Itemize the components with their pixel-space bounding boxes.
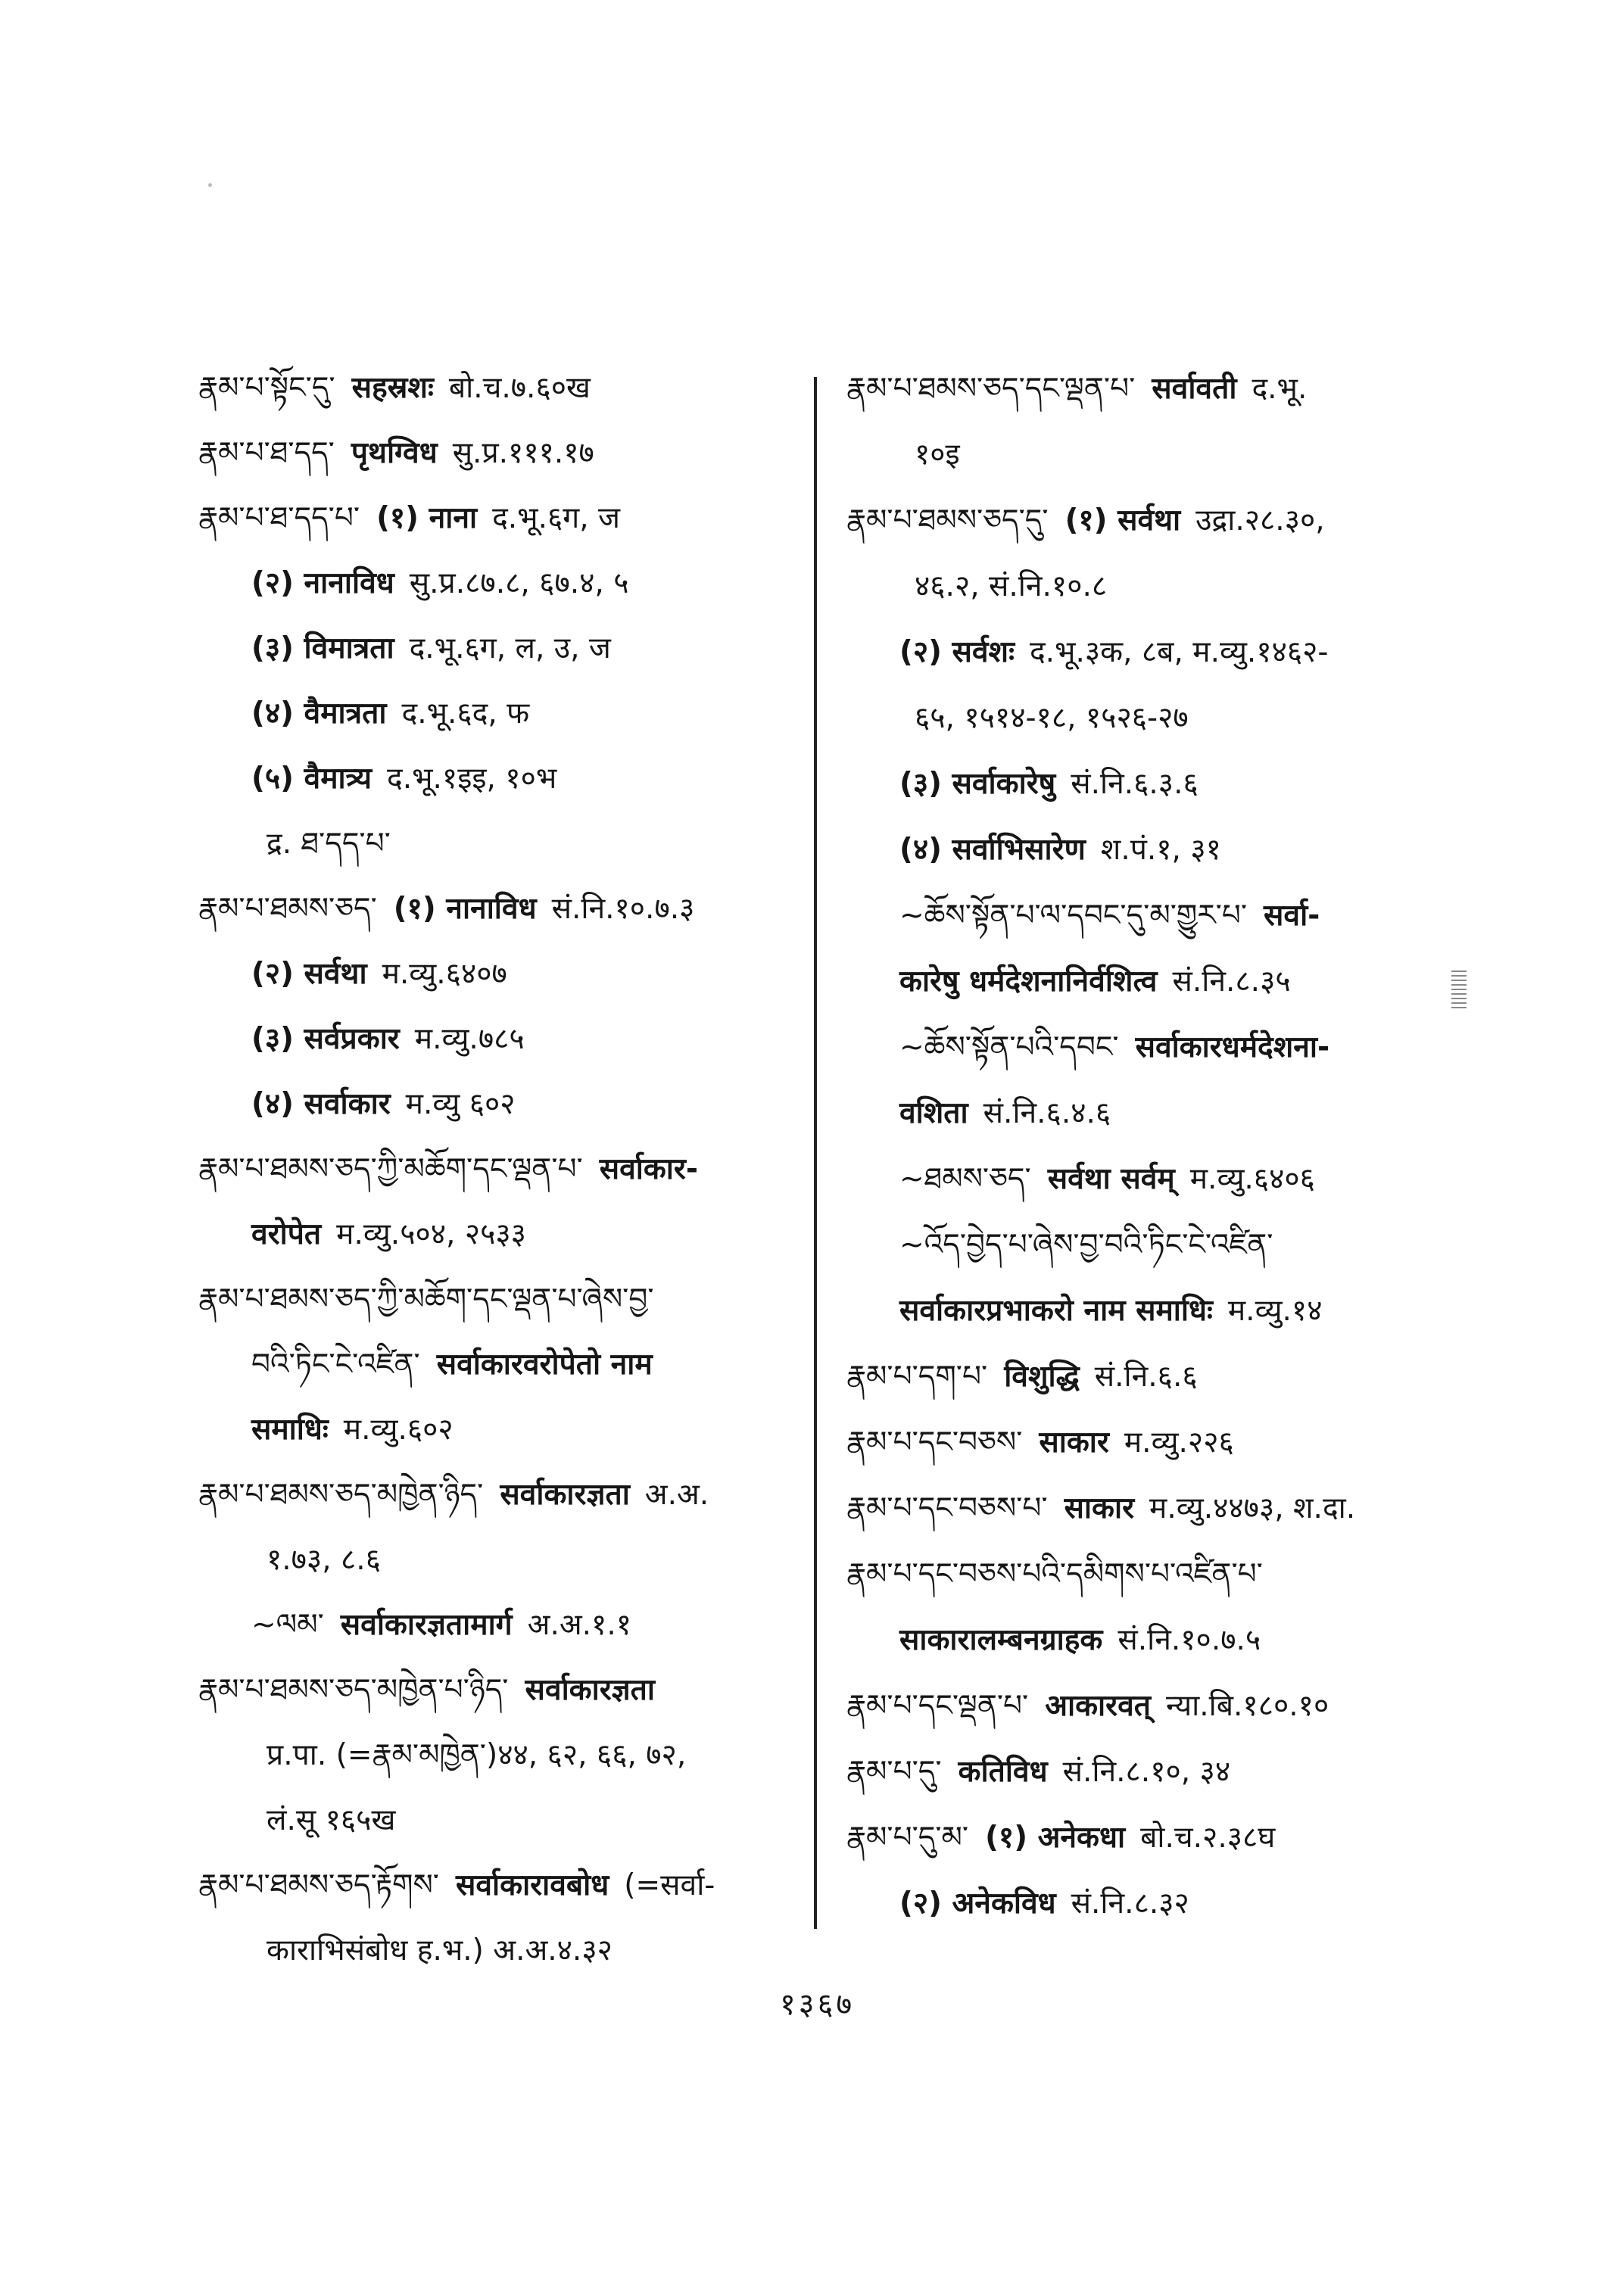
entry-tibetan: རྣམ་པ་ཐ་དད་པ་ (198, 501, 360, 535)
entry-sanskrit: (१) नानाविध (393, 892, 537, 926)
entry-tibetan: རྣམ་པ་དང་བཅས་པ་ (846, 1491, 1048, 1525)
entry-reference: उद्रा.२८.३०, (1195, 503, 1325, 537)
dictionary-entry (846, 1475, 1467, 1541)
entry-tibetan: རྣམ་པ་ཐམས་ཅད་ཀྱི་མཆོག་དང་ལྡན་པ་ཞེས་བྱ་ (198, 1282, 654, 1316)
dictionary-entry (198, 681, 804, 746)
dictionary-entry (846, 1014, 1467, 1080)
entry-reference: श.पं.१, ३१ (1100, 833, 1221, 867)
dictionary-entry (846, 553, 1467, 619)
entry-sanskrit: वरोपेत (251, 1217, 322, 1251)
dictionary-entry (846, 1805, 1467, 1871)
entry-reference: द.भू.३क, ८ब, म.व्यु.१४६२- (1029, 635, 1329, 669)
entry-reference: बो.च.२.३८घ (1140, 1821, 1276, 1855)
entry-sanskrit: साकार (1064, 1491, 1135, 1525)
entry-sanskrit: सर्वथा सर्वम् (1047, 1162, 1175, 1196)
dictionary-entry (846, 619, 1467, 685)
dictionary-entry (846, 1344, 1467, 1410)
entry-reference: द.भू.६ग, ल, उ, ज (409, 631, 611, 665)
dictionary-entry (846, 1278, 1467, 1344)
dictionary-entry (846, 1739, 1467, 1805)
entry-reference: १०इ (915, 438, 960, 472)
dictionary-entry (846, 422, 1467, 488)
entry-tibetan: ~ཆོས་སྟོན་པ་ལ་དབང་དུ་མ་གྱུར་པ་ (899, 899, 1248, 933)
entry-tibetan: རྣམ་པ་ཐམས་ཅད་ (198, 892, 377, 926)
entry-tibetan: རྣམ་པ་ཐམས་ཅད་དུ་ (846, 503, 1049, 537)
dictionary-entry (198, 551, 804, 616)
entry-tibetan: རྣམ་པ་དག་པ་ (846, 1360, 988, 1394)
entry-sanskrit: पृथग्विध (351, 436, 438, 470)
entry-reference: ६५, १५१४-१८, १५२६-२७ (915, 701, 1189, 735)
entry-reference: सं.नि.६.४.६ (983, 1096, 1111, 1130)
entry-tibetan: རྣམ་པ་དུ་མ་ (846, 1821, 969, 1855)
entry-tibetan: རྣམ་པ་སྟོང་དུ་ (198, 371, 335, 405)
entry-tibetan: རྣམ་པ་དུ་ (846, 1755, 942, 1789)
entry-reference: ४६.२, सं.नि.१०.८ (915, 569, 1108, 603)
dictionary-entry (198, 421, 804, 486)
entry-sanskrit: (२) नानाविध (251, 566, 394, 600)
dictionary-entry (198, 1332, 804, 1397)
dictionary-entry (846, 1212, 1467, 1278)
dictionary-entry (198, 746, 804, 812)
dictionary-entry (198, 1463, 804, 1528)
entry-reference: प्र.पा. (=རྣམ་མཁྱེན་)४४, ६२, ६६, ७२, (267, 1738, 687, 1772)
entry-reference: सं.नि.१०.७.५ (1117, 1623, 1261, 1657)
entry-sanskrit: (१) नाना (376, 501, 478, 535)
entry-sanskrit: (१) अनेकधा (985, 1821, 1126, 1855)
dictionary-entry (198, 1267, 804, 1332)
entry-sanskrit: वशिता (899, 1096, 968, 1130)
entry-tibetan: རྣམ་པ་ཐམས་ཅད་རྟོགས་ (198, 1868, 439, 1902)
page-number: १३६७ (780, 1987, 856, 2022)
entry-reference: म.व्यु.१४ (1227, 1294, 1323, 1328)
entry-reference: द.भू. (1252, 372, 1308, 406)
entry-reference: द्र. ཐ་དད་པ་ (267, 827, 391, 861)
entry-tibetan: རྣམ་པ་ཐམས་ཅད་མཁྱེན་པ་ཉིད་ (198, 1673, 509, 1707)
entry-sanskrit: सर्वाकारज्ञतामार्ग (340, 1608, 513, 1642)
dictionary-entry (846, 1146, 1467, 1212)
entry-reference: न्या.बि.१८०.१० (1166, 1689, 1329, 1723)
entry-tibetan: ~ལམ་ (251, 1608, 324, 1642)
entry-reference: बो.च.७.६०ख (448, 371, 591, 405)
entry-reference: म.व्यु.६०२ (343, 1413, 454, 1447)
dictionary-entry (846, 1673, 1467, 1739)
entry-tibetan: ~ཐམས་ཅད་ (899, 1162, 1031, 1196)
entry-reference: म.व्यु.७८५ (414, 1022, 525, 1056)
dictionary-entry (198, 616, 804, 681)
dictionary-entry (198, 486, 804, 551)
entry-reference: म.व्यु.६४०६ (1189, 1162, 1315, 1196)
entry-reference: काराभिसंबोध ह.भ.) अ.अ.४.३२ (267, 1933, 613, 1967)
dictionary-entry (846, 356, 1467, 422)
entry-reference: द.भू.१इइ, १०भ (387, 762, 557, 796)
entry-sanskrit: साकार (1039, 1425, 1109, 1460)
entry-sanskrit: (३) सर्वप्रकार (251, 1022, 400, 1056)
entry-sanskrit: कारेषु धर्मदेशनानिर्वशित्व (899, 964, 1158, 999)
dictionary-entry (846, 949, 1467, 1014)
right-column (846, 356, 1467, 1936)
entry-reference: सु.प्र.१११.१७ (452, 436, 594, 470)
entry-tibetan: རྣམ་པ་ཐམས་ཅད་ཀྱི་མཆོག་དང་ལྡན་པ་ (198, 1152, 583, 1186)
entry-reference: द.भू.६द, फ (401, 696, 530, 731)
dictionary-entry (198, 1918, 804, 1983)
margin-tick-marks (1451, 970, 1467, 1008)
entry-sanskrit: (३) सर्वाकारेषु (899, 767, 1056, 801)
entry-sanskrit: आकारवत् (1045, 1689, 1152, 1723)
dictionary-entry (198, 1072, 804, 1137)
dictionary-entry (846, 1541, 1467, 1607)
entry-tibetan: རྣམ་པ་ཐ་དད་ (198, 436, 335, 470)
dictionary-entry (198, 1593, 804, 1658)
entry-tibetan: རྣམ་པ་དང་བཅས་པའི་དམིགས་པ་འཛིན་པ་ (846, 1557, 1263, 1591)
entry-reference: म.व्यु.२२६ (1124, 1425, 1234, 1460)
entry-sanskrit: (४) सर्वाभिसारेण (899, 833, 1086, 867)
entry-sanskrit: सर्वाकारावबोध (455, 1868, 609, 1902)
dictionary-entry (198, 1658, 804, 1723)
dictionary-entry (198, 356, 804, 421)
entry-reference: सं.नि.८.३२ (1071, 1886, 1189, 1921)
entry-reference: अ.अ. (644, 1478, 709, 1512)
entry-sanskrit: सहस्रशः (351, 371, 434, 405)
entry-sanskrit: (२) अनेकविध (899, 1886, 1056, 1921)
entry-sanskrit: साकारालम्बनग्राहक (899, 1623, 1103, 1657)
dictionary-entry (846, 1410, 1467, 1475)
entry-reference: म.व्यु.५०४, २५३३ (336, 1217, 526, 1251)
dictionary-entry (198, 1853, 804, 1918)
dictionary-entry (846, 1607, 1467, 1673)
dictionary-entry (846, 1871, 1467, 1936)
dictionary-entry (198, 942, 804, 1007)
entry-reference: द.भू.६ग, ज (492, 501, 620, 535)
entry-reference: सं.नि.६.३.६ (1071, 767, 1199, 801)
entry-sanskrit: (१) सर्वथा (1064, 503, 1181, 537)
entry-reference: लं.सू १६५ख (267, 1803, 396, 1837)
dictionary-entry (198, 877, 804, 942)
entry-reference: (=सर्वा- (624, 1868, 715, 1902)
entry-sanskrit: (२) सर्वथा (251, 957, 367, 991)
entry-tibetan: ~འོད་བྱེད་པ་ཞེས་བྱ་བའི་ཏིང་ངེ་འཛིན་ (899, 1228, 1273, 1262)
dictionary-entry (198, 1397, 804, 1463)
dictionary-entry (846, 1080, 1467, 1146)
entry-tibetan: བའི་ཏིང་ངེ་འཛིན་ (251, 1347, 420, 1382)
dictionary-entry (846, 685, 1467, 751)
entry-tibetan: ~ཆོས་སྟོན་པའི་དབང་ (899, 1030, 1119, 1064)
entry-tibetan: རྣམ་པ་དང་ལྡན་པ་ (846, 1689, 1029, 1723)
entry-sanskrit: कतिविध (958, 1755, 1048, 1789)
entry-sanskrit: सर्वाकारप्रभाकरो नाम समाधिः (899, 1294, 1213, 1328)
entry-sanskrit: सर्वाकारज्ञता (500, 1478, 630, 1512)
entry-tibetan: རྣམ་པ་དང་བཅས་ (846, 1425, 1023, 1460)
dictionary-entry (846, 883, 1467, 949)
entry-reference: सं.नि.८.३५ (1172, 964, 1291, 999)
entry-sanskrit: समाधिः (251, 1413, 329, 1447)
dictionary-entry (198, 1528, 804, 1593)
dictionary-entry (846, 817, 1467, 883)
entry-sanskrit: (४) वैमात्रता (251, 696, 387, 731)
entry-sanskrit: (५) वैमात्र्य (251, 762, 372, 796)
dictionary-entry (198, 812, 804, 877)
entry-reference: १.७३, ८.६ (267, 1543, 381, 1577)
entry-tibetan: རྣམ་པ་ཐམས་ཅད་མཁྱེན་ཉིད་ (198, 1478, 484, 1512)
entry-reference: अ.अ.१.१ (527, 1608, 631, 1642)
entry-sanskrit: सर्वा- (1264, 899, 1320, 933)
dictionary-entry (198, 1007, 804, 1072)
dictionary-entry (198, 1202, 804, 1267)
dictionary-entry (846, 488, 1467, 553)
entry-sanskrit: सर्वाकार- (599, 1152, 699, 1186)
entry-reference: सं.नि.१०.७.३ (551, 892, 695, 926)
entry-reference: सं.नि.८.१०, ३४ (1062, 1755, 1231, 1789)
entry-sanskrit: (२) सर्वशः (899, 635, 1015, 669)
dictionary-entry (198, 1788, 804, 1853)
dictionary-entry (198, 1137, 804, 1202)
left-column (198, 356, 804, 1983)
entry-reference: सं.नि.६.६ (1094, 1360, 1198, 1394)
entry-sanskrit: विशुद्धि (1004, 1360, 1080, 1394)
entry-reference: सु.प्र.८७.८, ६७.४, ५ (409, 566, 629, 600)
dictionary-entry (198, 1723, 804, 1788)
entry-sanskrit: सर्वाकारधर्मदेशना- (1135, 1030, 1330, 1064)
scan-speck (208, 183, 212, 187)
entry-reference: म.व्यु.६४०७ (382, 957, 507, 991)
column-divider (814, 377, 817, 1929)
entry-reference: म.व्यु ६०२ (405, 1087, 516, 1121)
entry-sanskrit: (४) सर्वाकार (251, 1087, 391, 1121)
entry-reference: म.व्यु.४४७३, श.दा. (1149, 1491, 1356, 1525)
dictionary-entry (846, 751, 1467, 817)
entry-tibetan: རྣམ་པ་ཐམས་ཅད་དང་ལྡན་པ་ (846, 372, 1136, 406)
entry-sanskrit: सर्वाकारज्ञता (525, 1673, 655, 1707)
entry-sanskrit: (३) विमात्रता (251, 631, 394, 665)
entry-sanskrit: सर्वावती (1152, 372, 1237, 406)
entry-sanskrit: सर्वाकारवरोपेतो नाम (436, 1347, 653, 1382)
